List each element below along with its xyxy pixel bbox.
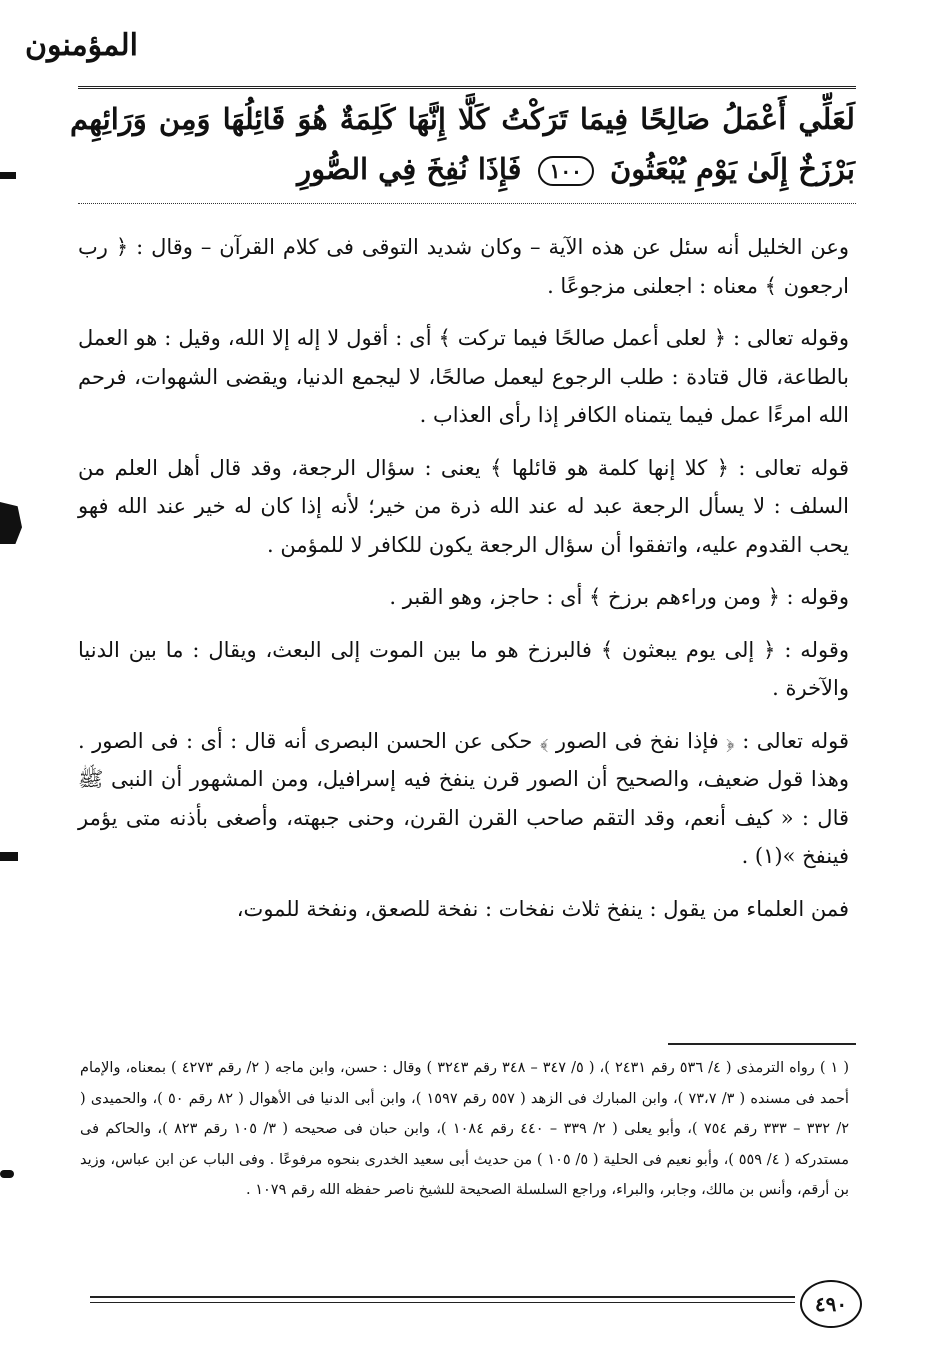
paragraph: قوله تعالى : ﴿ فإذا نفخ فى الصور ﴾ حكى عن الحسن البصرى أنه قال : أى : فى الصور . وهذا قول ضعيف، والصحيح أن الصور قرن ينفخ فيه إسرافيل، ومن المشهور أن النبى ﷺ قال : « كيف أنعم، وقد التقم صاحب القرن القرن، وحنى جبهته، وأصغى بأذنه متى يؤمر فينفخ »(١) .	[78, 728, 849, 868]
paragraph: وقوله : ﴿ ومن وراءهم برزخ ﴾ أى : حاجز، وهو القبر .	[389, 585, 849, 609]
paragraph: وعن الخليل أنه سئل عن هذه الآية – وكان شديد التوقى فى كلام القرآن – وقال : ﴿ رب ارجعون ﴾ معناه : اجعلنى مزجوعًا .	[78, 235, 849, 298]
quran-verse-block	[70, 94, 855, 194]
paragraph: وقوله تعالى : ﴿ لعلى أعمل صالحًا فيما تركت ﴾ أى : أقول لا إله إلا الله، وقيل : هو العمل بالطاعة، قال قتادة : طلب الرجوع ليعمل صالحًا، لا ليجمع الدنيا، ويقضى الشهوات، فرحم الله امرءًا عمل فيما يتمناه الكافر إذا رأى العذاب .	[78, 326, 849, 427]
footer-rule	[90, 1296, 795, 1298]
verse-text: لَعَلِّي أَعْمَلُ صَالِحًا فِيمَا تَرَكْتُ كَلَّا إِنَّهَا كَلِمَةٌ هُوَ قَائِلُهَا وَمِن وَرَائِهِم بَرْزَخٌ إِلَىٰ يَوْمِ يُبْعَثُونَ	[70, 102, 855, 186]
verse-continuation: فَإِذَا نُفِخَ فِي الصُّورِ	[297, 152, 522, 186]
verse-number-marker: ١٠٠	[538, 156, 594, 186]
scan-margin-mark	[0, 172, 16, 179]
footnotes	[80, 1053, 849, 1206]
surah-header-title: المؤمنون	[25, 28, 138, 63]
scan-margin-mark	[0, 1170, 14, 1178]
paragraph: قوله تعالى : ﴿ كلا إنها كلمة هو قائلها ﴾ يعنى : سؤال الرجعة، وقد قال أهل العلم من السلف : لا يسأل الرجعة عبد له عند الله ذرة من خير؛ لأنه إذا كان له خير عند الله فهو يحب القدوم عليه، واتفقوا أن سؤال الرجعة يكون للكافر لا للمؤمن .	[78, 455, 849, 557]
page-number: ٤٩٠	[800, 1280, 862, 1328]
scan-margin-mark	[0, 852, 18, 861]
footnote-divider	[668, 1043, 856, 1045]
commentary-body	[78, 228, 849, 942]
footnote-item: ( ١ ) رواه الترمذى ( ٤/ ٥٣٦ رقم ٢٤٣١ )، ( ٥/ ٣٤٧ – ٣٤٨ رقم ٣٢٤٣ ) وقال : حسن، وابن ماجه ( ٢/ رقم ٤٢٧٣ ) بمعناه، والإمام أحمد فى مسنده ( ٣/ ٧٣،٧ )، وابن المبارك فى الزهد ( ٥٥٧ رقم ١٥٩٧ )، وابن أبى الدنيا فى الأهوال ( ٨٢ رقم ٥٠ )، والحميدى ( ٢/ ٣٣٢ – ٣٣٣ رقم ٧٥٤ )، وأبو يعلى ( ٢/ ٣٣٩ – ٤٤٠ رقم ١٠٨٤ )، وابن حبان فى صحيحه ( ٣/ ١٠٥ رقم ٨٢٣ )، والحاكم فى مستدركه ( ٤/ ٥٥٩ )، وأبو نعيم فى الحلية ( ٥/ ١٠٥ ) من حديث أبى سعيد الخدرى بنحوه مرفوعًا . وفى الباب عن ابن عباس، وزيد بن أرقم، وأنس بن مالك، وجابر، والبراء، وراجع السلسلة الصحيحة للشيخ ناصر حفظه الله رقم ١٠٧٩ .	[80, 1060, 850, 1198]
footer-rule-thin	[90, 1302, 795, 1303]
header-divider	[78, 86, 856, 89]
paragraph: وقوله : ﴿ إلى يوم يبعثون ﴾ فالبرزخ هو ما بين الموت إلى البعث، ويقال : ما بين الدنيا والآخرة .	[78, 637, 849, 700]
verse-divider	[78, 203, 856, 204]
scan-margin-mark	[0, 502, 22, 544]
paragraph: فمن العلماء من يقول : ينفخ ثلاث نفخات : نفخة للصعق، ونفخة للموت،	[236, 896, 849, 921]
